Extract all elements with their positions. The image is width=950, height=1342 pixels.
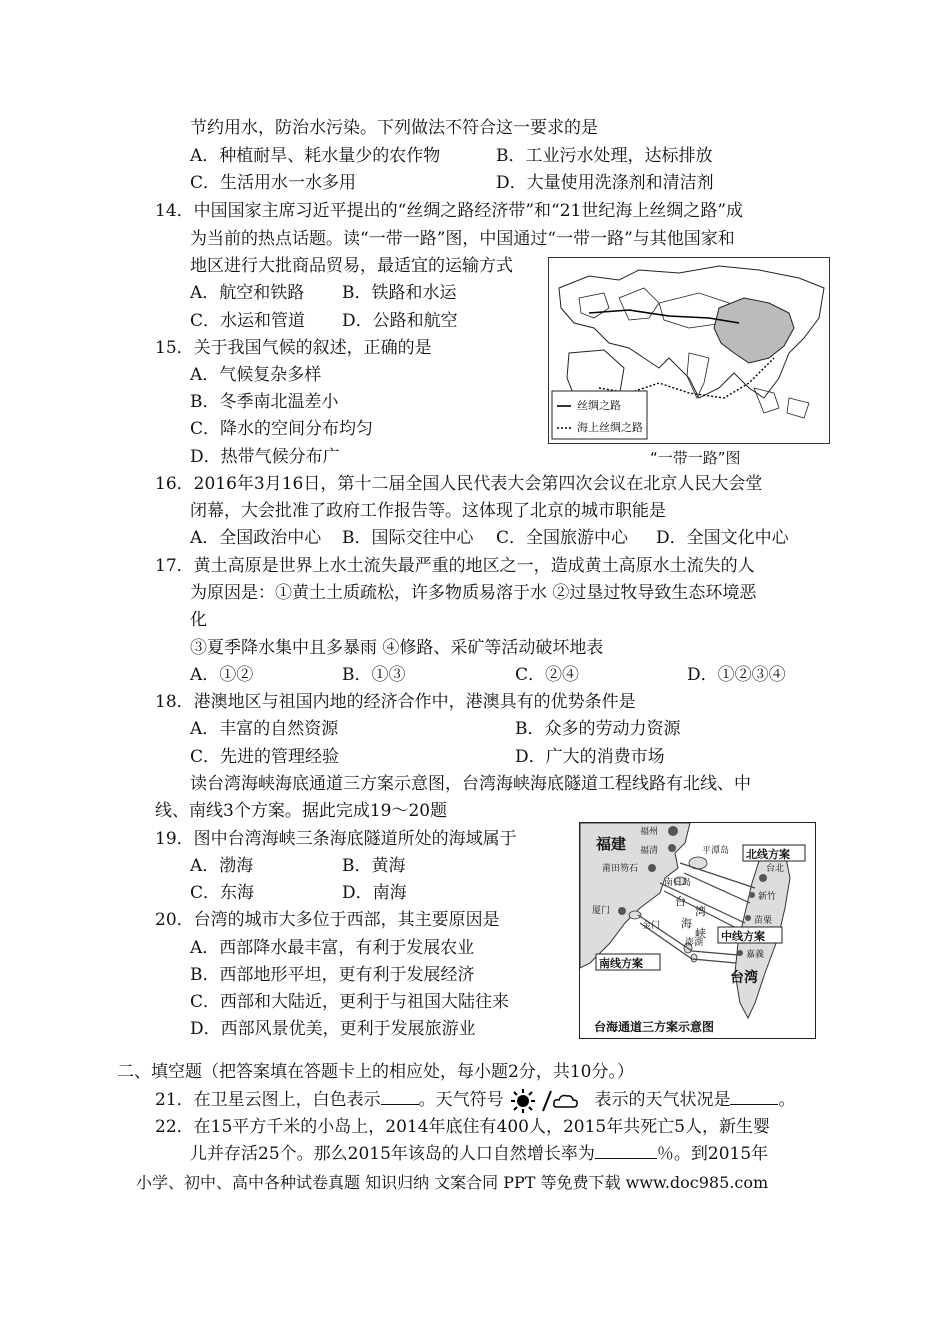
q15-option-c: C．降水的空间分布均匀	[190, 419, 374, 439]
q22-blank[interactable]	[595, 1142, 657, 1159]
q20-stem: 20．台湾的城市大多位于西部，其主要原因是	[155, 910, 500, 930]
q17-stem-line2: 为原因是：①黄土土质疏松，许多物质易溶于水 ②过垦过牧导致生态环境恶	[190, 583, 757, 603]
q16-option-d: D．全国文化中心	[656, 528, 789, 548]
belt-road-map-caption: “一带一路”图	[650, 449, 741, 467]
q20-option-c: C．西部和大陆近，更利于与祖国大陆往来	[190, 992, 510, 1012]
q14-option-a: A．航空和铁路	[190, 283, 305, 303]
legend-silk-road: 丝绸之路	[577, 399, 621, 412]
q14-stem-line1: 14．中国国家主席习近平提出的“丝绸之路经济带”和“21世纪海上丝绸之路”成	[155, 201, 744, 221]
q15-stem: 15．关于我国气候的叙述，正确的是	[155, 338, 432, 358]
label-fuqing: 福清	[640, 846, 659, 856]
q18-option-b: B．众多的劳动力资源	[515, 719, 681, 739]
label-jinmen: 金门	[642, 921, 661, 931]
q13-option-a: A．种植耐旱、耗水量少的农作物	[190, 146, 441, 166]
q18-option-a: A．丰富的自然资源	[190, 719, 339, 739]
q22-line1: 22．在15平方千米的小岛上，2014年底住有400人，2015年共死亡5人，新生婴	[155, 1117, 771, 1137]
q21-blank1[interactable]	[381, 1088, 419, 1105]
q14-stem-line3: 地区进行大批商品贸易，最适宜的运输方式	[190, 256, 513, 276]
q19-option-a: A．渤海	[190, 856, 254, 876]
china-region	[714, 298, 794, 363]
q14-option-b: B．铁路和水运	[342, 283, 457, 303]
q16-stem-line1: 16．2016年3月16日，第十二届全国人民代表大会第四次会议在北京人民大会堂	[155, 474, 763, 494]
label-pingtan: 平潭岛	[702, 846, 730, 856]
q19-stem: 19．图中台湾海峡三条海底隧道所处的海域属于	[155, 829, 517, 849]
q19-20-intro-line2: 线、南线3个方案。据此完成19～20题	[155, 801, 448, 821]
page-footer: 小学、初中、高中各种试卷真题 知识归纳 文案合同 PPT 等免费下载 www.doc985.com	[136, 1173, 769, 1192]
label-miaoli: 苗栗	[754, 916, 773, 926]
label-north-plan: 北线方案	[746, 848, 790, 861]
label-nanri: 南日岛	[664, 878, 692, 888]
label-hai: 海	[681, 917, 692, 930]
label-xiamen: 厦门	[592, 906, 611, 916]
label-xia: 峡	[695, 927, 706, 940]
label-south-plan: 南线方案	[599, 957, 643, 970]
label-wan: 湾	[695, 905, 706, 918]
label-fuzhou: 福州	[640, 827, 659, 837]
q20-option-b: B．西部地形平坦，更有利于发展经济	[190, 965, 475, 985]
q16-stem-line2: 闭幕，大会批准了政府工作报告等。这体现了北京的城市职能是	[190, 501, 666, 521]
q21-blank2[interactable]	[730, 1088, 778, 1105]
q17-option-c: C．②④	[515, 665, 580, 685]
q20-option-d: D．西部风景优美，更利于发展旅游业	[190, 1019, 476, 1039]
q19-option-d: D．南海	[342, 883, 407, 903]
q18-option-d: D．广大的消费市场	[515, 747, 665, 767]
label-xinzhu: 新竹	[758, 892, 777, 902]
q19-option-c: C．东海	[190, 883, 255, 903]
legend-sea-silk-road: 海上丝绸之路	[577, 421, 643, 434]
q14-option-d: D．公路和航空	[342, 311, 458, 331]
q17-option-a: A．①②	[190, 665, 254, 685]
q15-option-b: B．冬季南北温差小	[190, 392, 339, 412]
q20-option-a: A．西部降水最丰富，有利于发展农业	[190, 938, 475, 958]
sunny-to-cloudy-icon	[509, 1089, 589, 1113]
q21-part2: 。天气符号	[418, 1090, 504, 1110]
q15-option-a: A．气候复杂多样	[190, 365, 322, 385]
q13-option-d: D．大量使用洗涤剂和清洁剂	[496, 173, 714, 193]
label-tai: 台	[675, 895, 686, 908]
q13-stem: 节约用水，防治水污染。下列做法不符合这一要求的是	[190, 118, 598, 138]
q16-option-a: A．全国政治中心	[190, 528, 322, 548]
taiwan-strait-map	[579, 822, 816, 1039]
q17-option-d: D．①②③④	[687, 665, 786, 685]
q18-option-c: C．先进的管理经验	[190, 747, 340, 767]
q17-stem-line1: 17．黄土高原是世界上水土流失最严重的地区之一，造成黄土高原水土流失的人	[155, 556, 755, 576]
q15-option-d: D．热带气候分布广	[190, 447, 340, 467]
q14-option-c: C．水运和管道	[190, 311, 306, 331]
q21-line	[155, 1088, 795, 1112]
q22-part2: ％。到2015年	[656, 1144, 769, 1164]
q17-stem-line3: 化	[190, 610, 207, 630]
belt-road-map	[548, 257, 830, 444]
label-jiayi: 嘉義	[746, 950, 765, 960]
label-taibei: 台北	[766, 864, 785, 874]
q16-option-c: C．全国旅游中心	[496, 528, 629, 548]
label-middle-plan: 中线方案	[721, 930, 765, 943]
label-putian: 莆田笏石	[602, 864, 639, 874]
q22-part1: 儿并存活25个。那么2015年该岛的人口自然增长率为	[190, 1144, 595, 1164]
q22-line2	[190, 1142, 768, 1166]
q17-option-b: B．①③	[342, 665, 406, 685]
q16-option-b: B．国际交往中心	[342, 528, 474, 548]
q13-option-c: C．生活用水一水多用	[190, 173, 357, 193]
label-fujian: 福建	[596, 835, 627, 853]
taiwan-map-caption: 台海通道三方案示意图	[594, 1020, 715, 1034]
label-taiwan: 台湾	[730, 970, 758, 986]
label-penghu: 澎湖	[685, 938, 704, 948]
belt-road-map-drawing	[549, 258, 829, 443]
q21-part3: 表示的天气状况是	[594, 1090, 731, 1110]
q14-stem-line2: 为当前的热点话题。读“一带一路”图，中国通过“一带一路”与其他国家和	[190, 229, 735, 249]
q19-20-intro-line1: 读台湾海峡海底通道三方案示意图，台湾海峡海底隧道工程线路有北线、中	[190, 774, 751, 794]
q17-stem-line4: ③夏季降水集中且多暴雨 ④修路、采矿等活动破坏地表	[190, 638, 604, 658]
q21-part1: 21．在卫星云图上，白色表示	[155, 1090, 381, 1110]
q18-stem: 18．港澳地区与祖国内地的经济合作中，港澳具有的优势条件是	[155, 692, 636, 712]
section2-title: 二、填空题（把答案填在答题卡上的相应处，每小题2分，共10分。）	[117, 1062, 634, 1082]
q21-part4: 。	[778, 1090, 796, 1110]
q19-option-b: B．黄海	[342, 856, 406, 876]
q13-option-b: B．工业污水处理，达标排放	[496, 146, 713, 166]
